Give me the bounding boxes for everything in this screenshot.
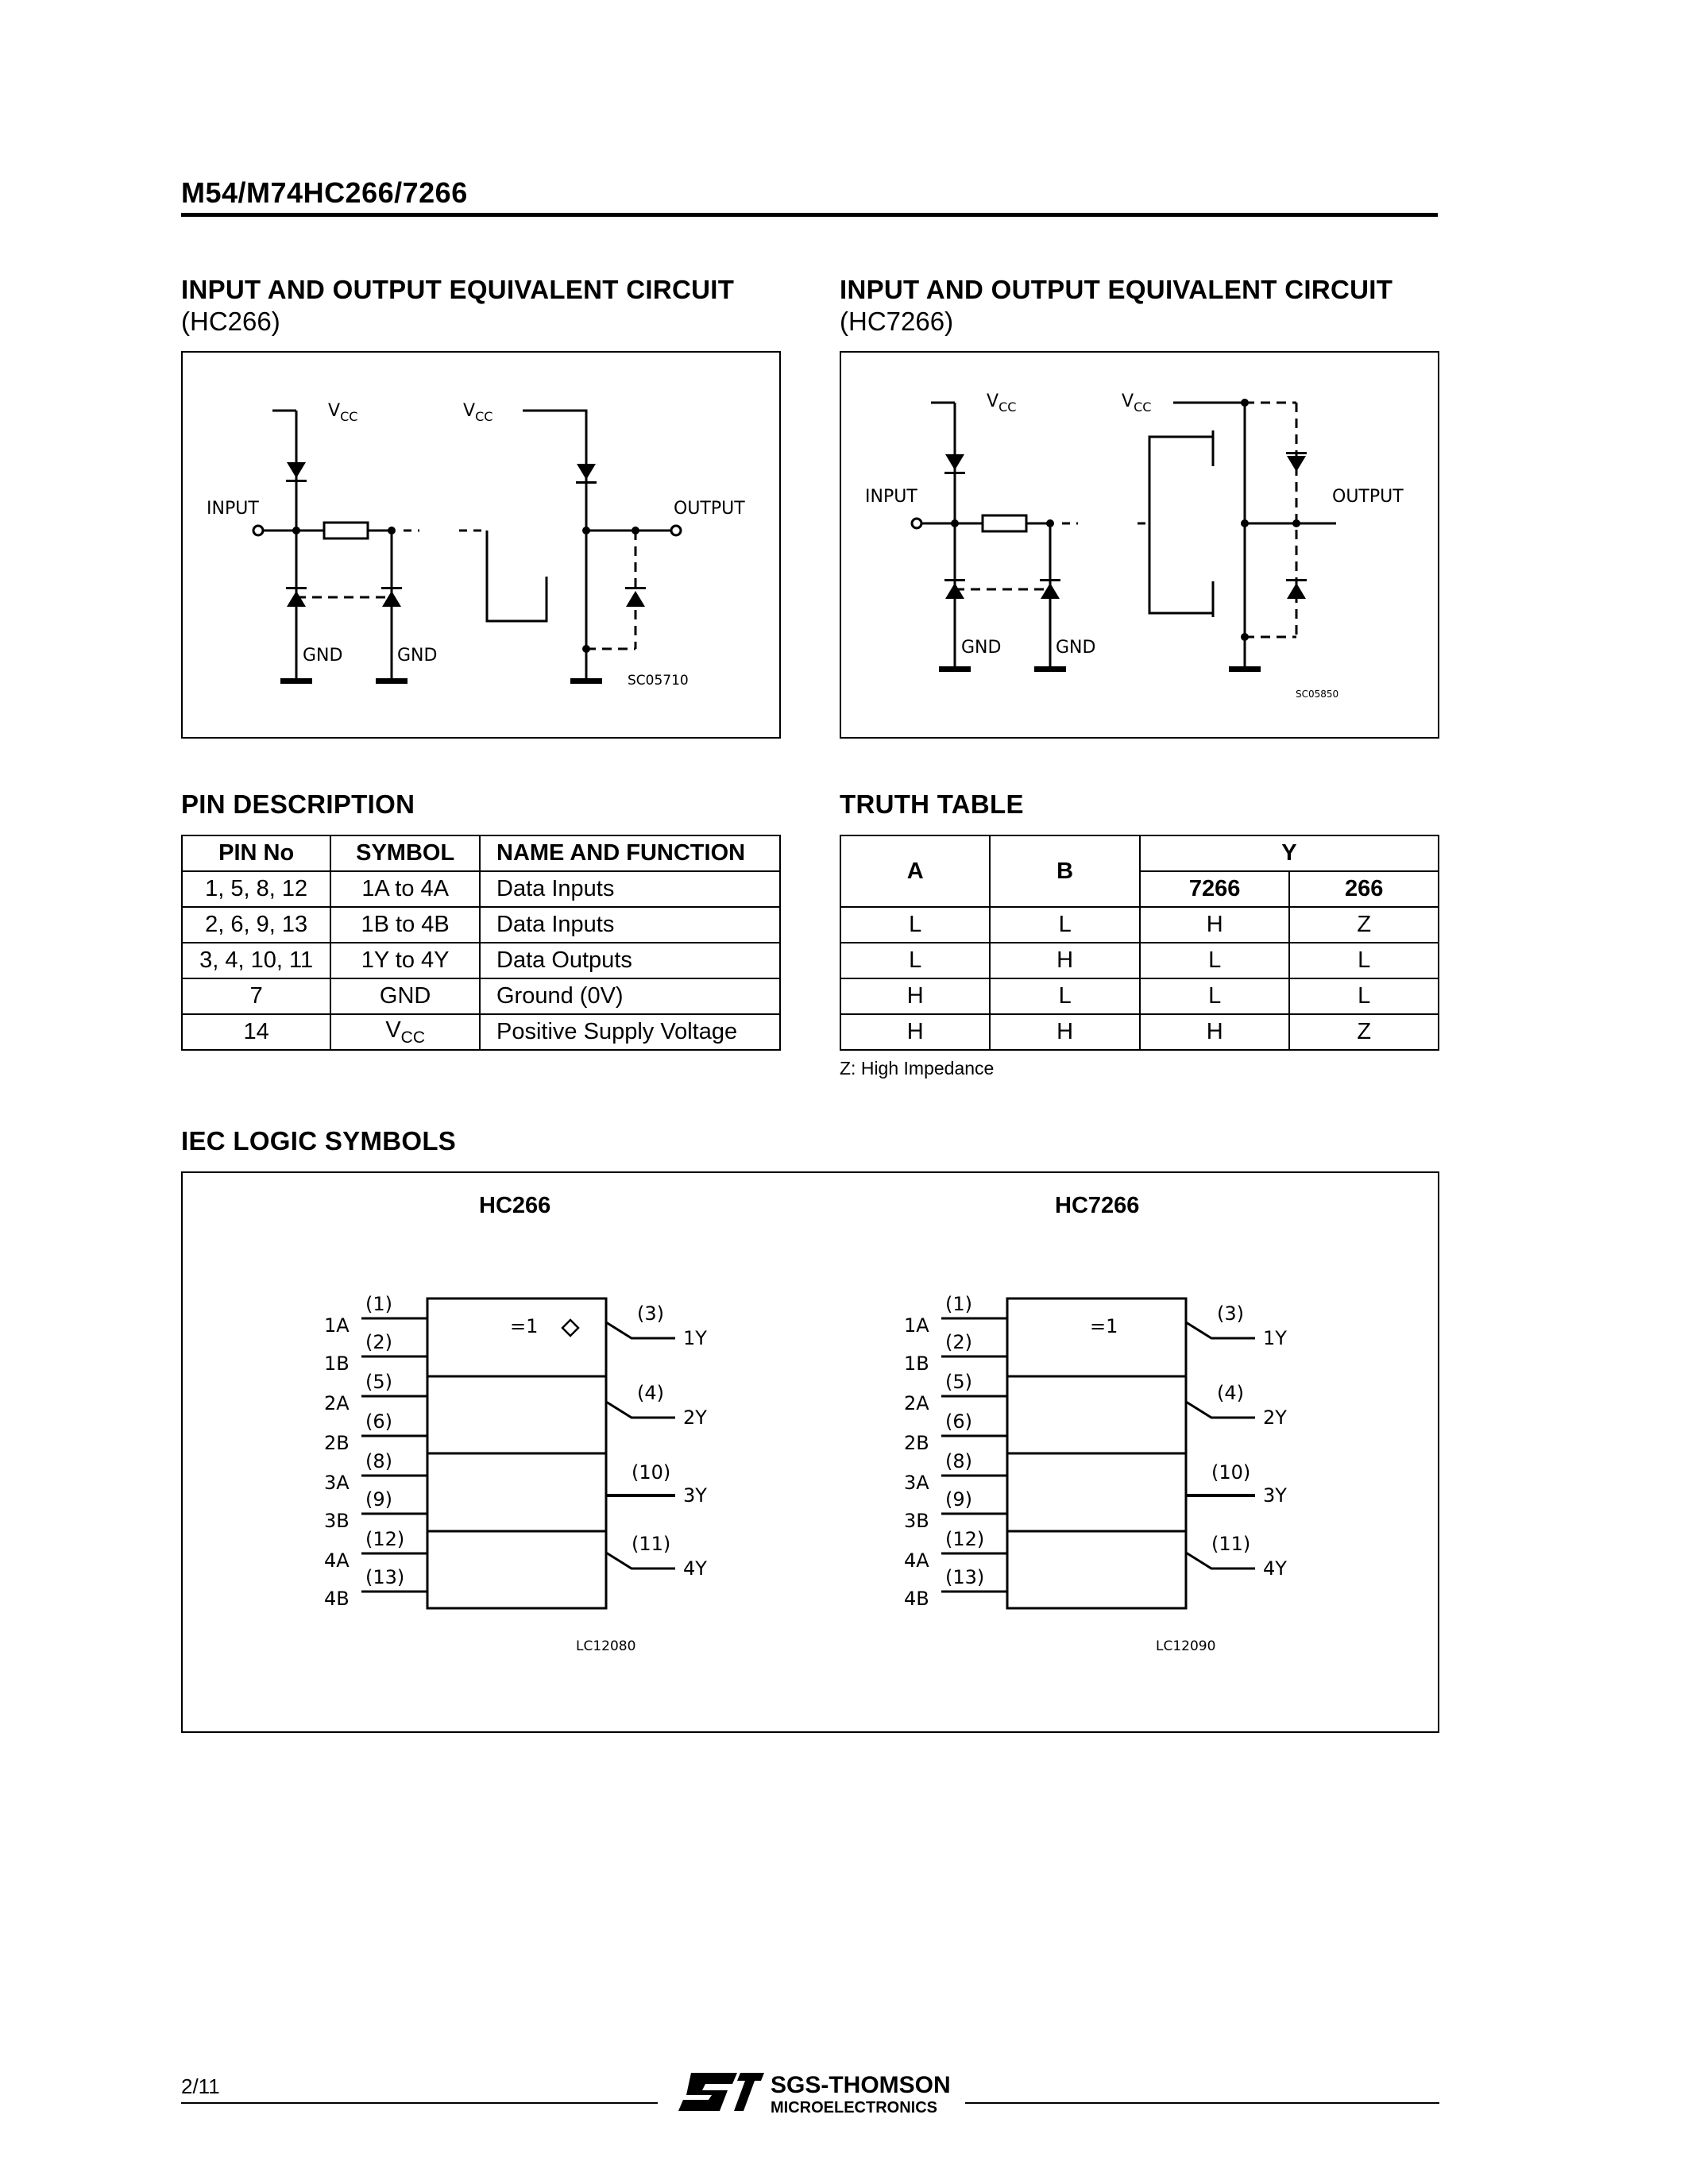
- output-pin: (4): [1217, 1382, 1244, 1404]
- header-a: A: [840, 835, 990, 907]
- input-name: 1B: [324, 1352, 350, 1375]
- pin-cell: 3, 4, 10, 11: [182, 943, 330, 978]
- header-266: 266: [1289, 871, 1439, 907]
- pin-description-table: [181, 835, 781, 1051]
- input-pin: (1): [945, 1293, 972, 1315]
- input-name: 1B: [904, 1352, 929, 1375]
- header-7266: 7266: [1140, 871, 1290, 907]
- output-name: 4Y: [683, 1557, 707, 1580]
- table-row: [840, 1014, 1439, 1050]
- input-name: 4B: [904, 1588, 929, 1610]
- vcc-label-1: $V_{CC}$: [328, 401, 358, 424]
- function-cell: Ground (0V): [480, 978, 780, 1014]
- header-symbol: SYMBOL: [330, 835, 480, 871]
- function-cell: Positive Supply Voltage: [480, 1014, 780, 1050]
- hc266-logic-symbol: [310, 1271, 723, 1652]
- header-rule: [181, 213, 1438, 217]
- output-label: OUTPUT: [674, 499, 745, 519]
- truth-table-title: TRUTH TABLE: [840, 789, 1024, 819]
- brand-name: SGS-THOMSON: [771, 2072, 951, 2098]
- table-header-row: [182, 835, 780, 871]
- input-pin: (13): [365, 1566, 405, 1588]
- hc266-label: HC266: [479, 1193, 551, 1218]
- truth-table-note: Z: High Impedance: [840, 1058, 995, 1078]
- symbol-cell: 1B to 4B: [330, 907, 480, 943]
- input-name: 4A: [904, 1549, 929, 1572]
- vcc-label-2: $V_{CC}$: [463, 401, 493, 424]
- input-name: 2B: [904, 1432, 929, 1454]
- symbol-cell: GND: [330, 978, 480, 1014]
- output-name: 2Y: [1263, 1406, 1287, 1429]
- input-name: 3B: [324, 1510, 350, 1532]
- input-pin: (9): [365, 1488, 392, 1511]
- y7266-cell: H: [1140, 907, 1290, 943]
- input-pin: (5): [365, 1371, 392, 1393]
- header-name-and-function: NAME AND FUNCTION: [480, 835, 780, 871]
- a-cell: H: [840, 1014, 990, 1050]
- input-name: 4A: [324, 1549, 350, 1572]
- hc7266-label: HC7266: [1055, 1193, 1140, 1218]
- output-name: 4Y: [1263, 1557, 1287, 1580]
- output-pin: (10): [632, 1461, 671, 1484]
- page-number: 2/11: [181, 2074, 220, 2098]
- input-name: 2A: [904, 1392, 929, 1414]
- output-pin: (4): [637, 1382, 664, 1404]
- footer-rule-left: [181, 2102, 658, 2104]
- output-name: 1Y: [1263, 1327, 1287, 1349]
- y266-cell: Z: [1289, 1014, 1439, 1050]
- iec-title: IEC LOGIC SYMBOLS: [181, 1126, 457, 1156]
- b-cell: H: [990, 943, 1139, 978]
- table-header-row: [840, 835, 1439, 871]
- input-pin: (6): [945, 1410, 972, 1433]
- output-pin: (10): [1211, 1461, 1251, 1484]
- a-cell: L: [840, 943, 990, 978]
- output-pin: (3): [637, 1302, 664, 1325]
- input-label: INPUT: [865, 487, 917, 507]
- right-circuit-subtitle: (HC7266): [840, 307, 954, 336]
- a-cell: L: [840, 907, 990, 943]
- y266-cell: L: [1289, 943, 1439, 978]
- pin-cell: 7: [182, 978, 330, 1014]
- function-cell: Data Inputs: [480, 871, 780, 907]
- symbol-cell: 1A to 4A: [330, 871, 480, 907]
- input-name: 4B: [324, 1588, 350, 1610]
- b-cell: H: [990, 1014, 1139, 1050]
- footer-rule-right: [965, 2102, 1439, 2104]
- figure-code: LC12090: [1156, 1638, 1216, 1652]
- table-row: [182, 978, 780, 1014]
- table-row: [182, 907, 780, 943]
- output-pin: (11): [632, 1533, 671, 1555]
- left-circuit-title: INPUT AND OUTPUT EQUIVALENT CIRCUIT: [181, 275, 735, 304]
- left-circuit-subtitle: (HC266): [181, 307, 280, 336]
- y266-cell: Z: [1289, 907, 1439, 943]
- input-pin: (6): [365, 1410, 392, 1433]
- b-cell: L: [990, 978, 1139, 1014]
- document-title: M54/M74HC266/7266: [181, 176, 468, 209]
- input-pin: (8): [365, 1450, 392, 1472]
- output-label: OUTPUT: [1332, 487, 1404, 507]
- output-name: 3Y: [1263, 1484, 1287, 1507]
- table-row: [840, 943, 1439, 978]
- y7266-cell: H: [1140, 1014, 1290, 1050]
- output-name: 1Y: [683, 1327, 707, 1349]
- table-row: [182, 871, 780, 907]
- table-row: [840, 978, 1439, 1014]
- st-logo-icon: [675, 2065, 961, 2120]
- header-y: Y: [1140, 835, 1439, 871]
- y266-cell: L: [1289, 978, 1439, 1014]
- pin-cell: 14: [182, 1014, 330, 1050]
- pin-cell: 2, 6, 9, 13: [182, 907, 330, 943]
- output-name: 3Y: [683, 1484, 707, 1507]
- gnd-label-1: GND: [961, 638, 1002, 658]
- input-label: INPUT: [207, 499, 259, 519]
- input-pin: (8): [945, 1450, 972, 1472]
- right-circuit-title: INPUT AND OUTPUT EQUIVALENT CIRCUIT: [840, 275, 1393, 304]
- vcc-label-2: $V_{CC}$: [1122, 392, 1152, 415]
- input-name: 1A: [904, 1314, 929, 1337]
- hc7266-equivalent-circuit: [840, 351, 1439, 739]
- table-row: [182, 943, 780, 978]
- function-label: =1: [1090, 1315, 1118, 1337]
- hc7266-logic-symbol: [890, 1271, 1303, 1652]
- table-row: [840, 907, 1439, 943]
- input-name: 3B: [904, 1510, 929, 1532]
- output-pin: (3): [1217, 1302, 1244, 1325]
- b-cell: L: [990, 907, 1139, 943]
- y7266-cell: L: [1140, 978, 1290, 1014]
- header-pin-no: PIN No: [182, 835, 330, 871]
- input-name: 2B: [324, 1432, 350, 1454]
- input-name: 2A: [324, 1392, 350, 1414]
- input-pin: (2): [365, 1331, 392, 1353]
- input-name: 3A: [904, 1472, 929, 1494]
- input-pin: (9): [945, 1488, 972, 1511]
- function-cell: Data Outputs: [480, 943, 780, 978]
- input-name: 1A: [324, 1314, 350, 1337]
- function-cell: Data Inputs: [480, 907, 780, 943]
- function-label: =1: [510, 1315, 539, 1337]
- hc266-equivalent-circuit: [181, 351, 781, 739]
- input-pin: (5): [945, 1371, 972, 1393]
- y7266-cell: L: [1140, 943, 1290, 978]
- vcc-label-1: $V_{CC}$: [987, 392, 1017, 415]
- output-name: 2Y: [683, 1406, 707, 1429]
- figure-code: LC12080: [576, 1638, 636, 1652]
- symbol-cell: 1Y to 4Y: [330, 943, 480, 978]
- input-pin: (13): [945, 1566, 985, 1588]
- pin-cell: 1, 5, 8, 12: [182, 871, 330, 907]
- input-pin: (12): [945, 1528, 985, 1550]
- table-row: [182, 1014, 780, 1050]
- gnd-label-2: GND: [1056, 638, 1096, 658]
- brand-division: MICROELECTRONICS: [771, 2099, 937, 2116]
- output-pin: (11): [1211, 1533, 1251, 1555]
- input-pin: (12): [365, 1528, 405, 1550]
- a-cell: H: [840, 978, 990, 1014]
- header-b: B: [990, 835, 1139, 907]
- input-pin: (1): [365, 1293, 392, 1315]
- gnd-label-1: GND: [303, 646, 343, 666]
- input-name: 3A: [324, 1472, 350, 1494]
- truth-table: [840, 835, 1439, 1051]
- input-pin: (2): [945, 1331, 972, 1353]
- figure-code: SC05710: [628, 673, 689, 689]
- symbol-cell: $V_{CC}$: [330, 1014, 480, 1050]
- gnd-label-2: GND: [397, 646, 438, 666]
- figure-code: SC05850: [1296, 689, 1339, 700]
- pin-description-title: PIN DESCRIPTION: [181, 789, 415, 819]
